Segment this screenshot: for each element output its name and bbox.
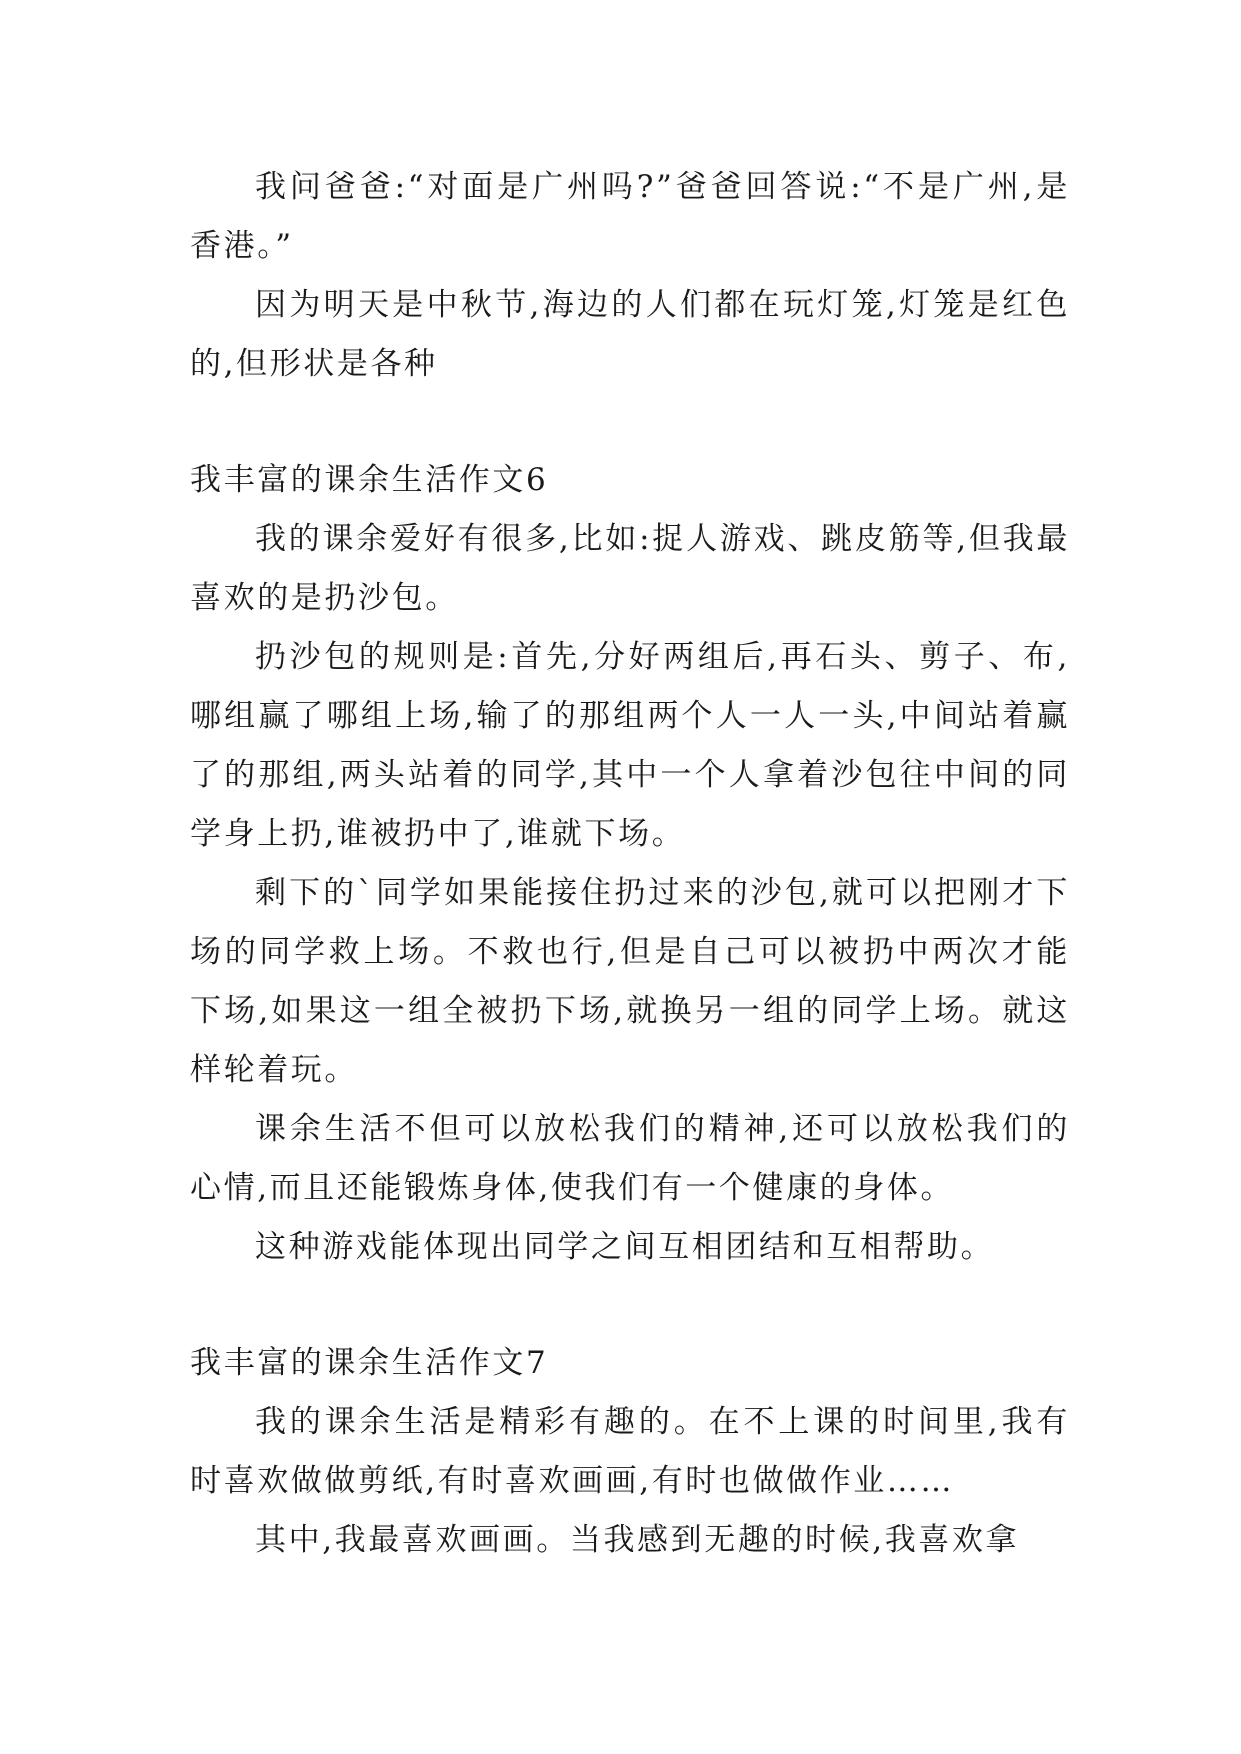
- paragraph: 课余生活不但可以放松我们的精神,还可以放松我们的心情,而且还能锻炼身体,使我们有一个健康的身体。: [190, 1111, 1070, 1206]
- document-body: [190, 158, 1070, 1570]
- paragraph: 剩下的`同学如果能接住扔过来的沙包,就可以把刚才下场的同学救上场。不救也行,但是自己可以被扔中两次才能下场,如果这一组全被扔下场,就换另一组的同学上场。就这样轮着玩。: [190, 875, 1070, 1088]
- section-heading: 我丰富的课余生活作文6: [190, 462, 549, 498]
- paragraph: 这种游戏能体现出同学之间互相团结和互相帮助。: [255, 1229, 995, 1265]
- paragraph: 扔沙包的规则是:首先,分好两组后,再石头、剪子、布,哪组赢了哪组上场,输了的那组两个人一人一头,中间站着赢了的那组,两头站着的同学,其中一个人拿着沙包往中间的同学身上扔,谁被扔中了,谁就下场。: [190, 639, 1070, 852]
- paragraph: 我的课余爱好有很多,比如:捉人游戏、跳皮筋等,但我最喜欢的是扔沙包。: [190, 521, 1070, 616]
- paragraph: 因为明天是中秋节,海边的人们都在玩灯笼,灯笼是红色的,但形状是各种: [190, 287, 1070, 382]
- paragraph: 我的课余生活是精彩有趣的。在不上课的时间里,我有时喜欢做做剪纸,有时喜欢画画,有时也做做作业……: [190, 1404, 1070, 1499]
- paragraph: 其中,我最喜欢画画。当我感到无趣的时候,我喜欢拿: [255, 1522, 1020, 1558]
- paragraph: 我问爸爸:“对面是广州吗?”爸爸回答说:“不是广州,是香港。”: [190, 169, 1070, 264]
- section-heading: 我丰富的课余生活作文7: [190, 1345, 549, 1381]
